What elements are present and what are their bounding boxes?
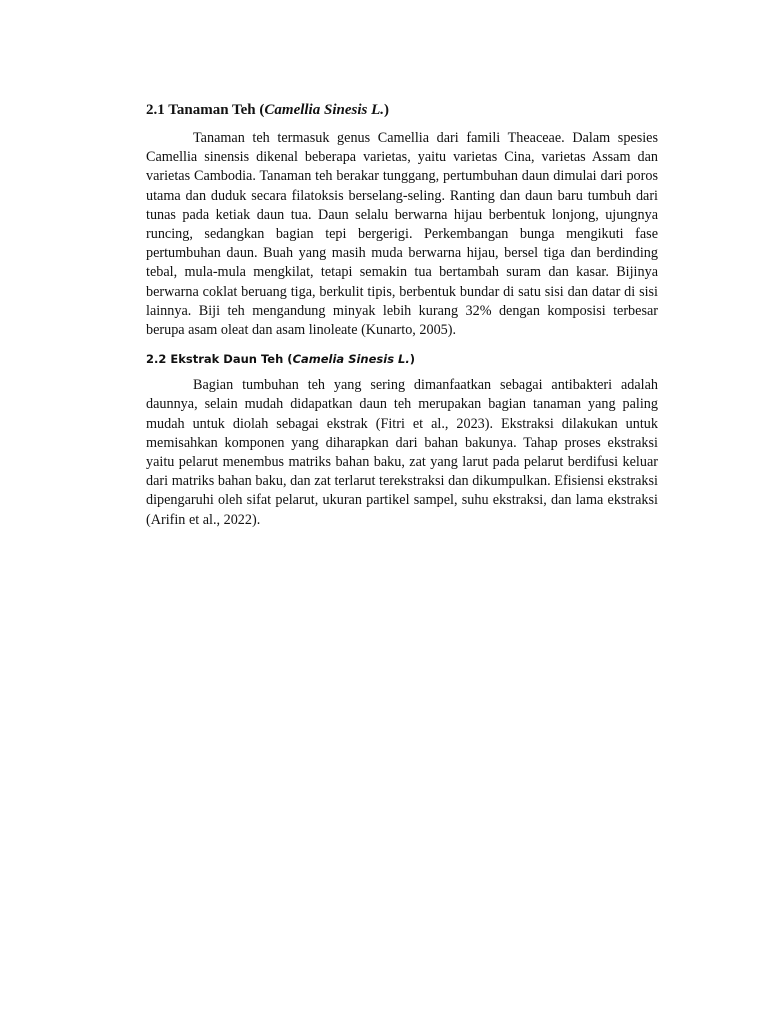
section-heading-tanaman-teh xyxy=(146,100,658,120)
section-heading-ekstrak-daun-teh xyxy=(146,349,658,369)
heading-text: 2.2 Ekstrak Daun Teh ( xyxy=(146,352,293,367)
document-page xyxy=(146,100,658,530)
heading-text: ) xyxy=(384,102,389,118)
heading-text: 2.1 Tanaman Teh ( xyxy=(146,102,265,118)
heading-species-name: Camellia Sinesis L. xyxy=(264,102,384,118)
heading-species-name: Camelia Sinesis L. xyxy=(292,352,410,367)
paragraph-tanaman-teh: Tanaman teh termasuk genus Camellia dari famili Theaceae. Dalam spesies Camellia sinensis dikenal beberapa varietas, yaitu varietas Cina, varietas Assam dan varietas Cambodia. Tanaman teh berakar tunggang, pertumbuhan daun dimulai dari poros utama dan duduk secara filatoksis berselang-seling. Ranting dan daun baru tumbuh dari tunas pada ketiak daun tua. Daun selalu berwarna hijau berbentuk lonjong, ujungnya runcing, sedangkan bagian tepi bergerigi. Perkembangan bunga mengikuti fase pertumbuhan daun. Buah yang masih muda berwarna hijau, bersel tiga dan berdinding tebal, mula-mula mengkilat, tetapi semakin tua bertambah suram dan kasar. Bijinya berwarna coklat beruang tiga, berkulit tipis, berbentuk bundar di satu sisi dan datar di sisi lainnya. Biji teh mengandung minyak lebih kurang 32% dengan komposisi terbesar berupa asam oleat dan asam linoleate (Kunarto, 2005). xyxy=(146,130,658,339)
paragraph-ekstrak-daun-teh: Bagian tumbuhan teh yang sering dimanfaatkan sebagai antibakteri adalah daunnya, selain mudah didapatkan daun teh merupakan bagian tanaman yang paling mudah untuk diolah sebagai ekstrak (Fitri et al., 2023). Ekstraksi dilakukan untuk memisahkan komponen yang diharapkan dari bahan bakunya. Tahap proses ekstraksi yaitu pelarut menembus matriks bahan baku, zat yang larut pada pelarut berdifusi keluar dari matriks bahan baku, dan zat terlarut terekstraksi dan dikumpulkan. Efisiensi ekstraksi dipengaruhi oleh sifat pelarut, ukuran partikel sampel, suhu ekstraksi, dan lama ekstraksi (Arifin et al., 2022). xyxy=(146,377,658,528)
heading-text: ) xyxy=(409,352,416,367)
